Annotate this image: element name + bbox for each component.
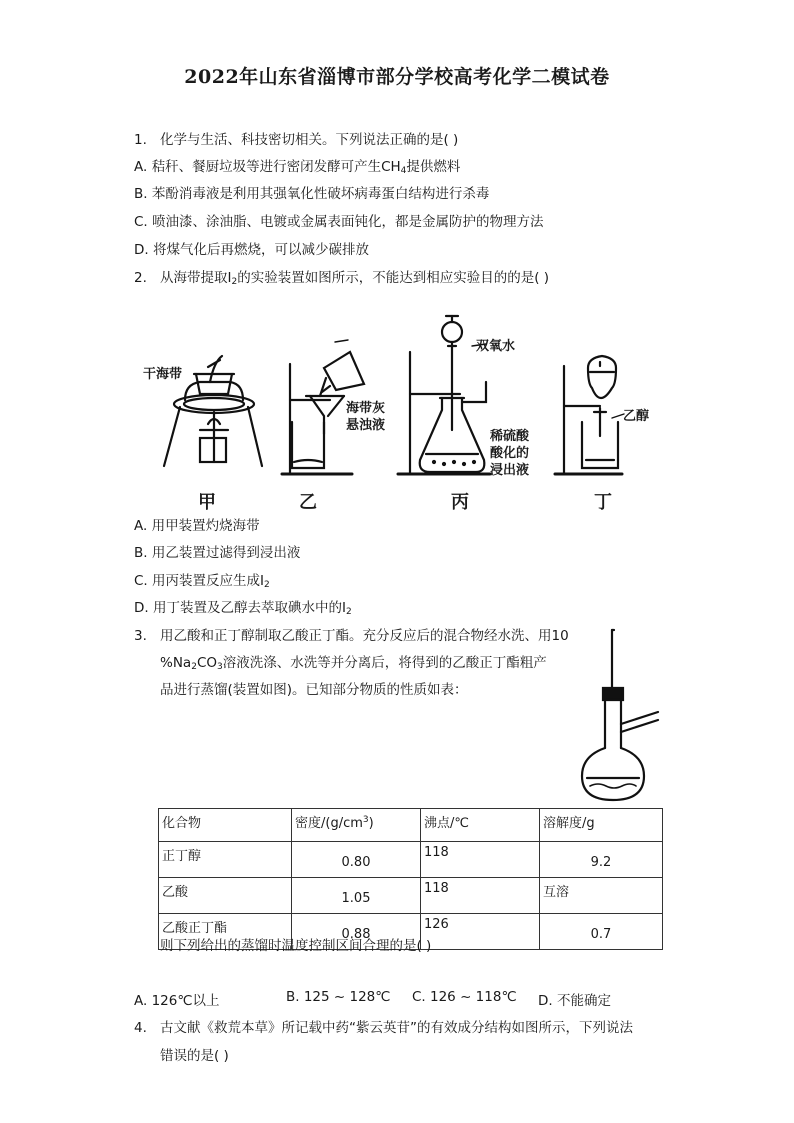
table-cell: 乙酸正丁酯 (159, 914, 292, 950)
figure-label-bing: 丙 (451, 492, 469, 513)
option-c (134, 569, 270, 590)
table-cell: 118 (421, 878, 540, 914)
table-row (159, 842, 663, 878)
table-cell: 1.05 (292, 878, 421, 914)
text: CO (196, 655, 217, 671)
superscript: 3 (362, 815, 369, 825)
option-d: D. 将煤气化后再燃烧，可以减少碳排放 (134, 242, 369, 258)
figure-label-yi: 乙 (299, 492, 317, 513)
text: %Na (160, 655, 192, 671)
figure-label-jia: 甲 (198, 492, 216, 513)
table-header-row (159, 809, 663, 842)
question-4 (134, 1016, 633, 1036)
question-number: 1. (134, 132, 147, 148)
question-number: 4. (134, 1020, 147, 1036)
figure-label-ding: 丁 (594, 492, 612, 513)
question-stem: 的实验装置如图所示，不能达到相应实验目的的是( ) (237, 270, 550, 286)
option-c: C. 126 ~ 118℃ (412, 989, 517, 1005)
text: ) (368, 816, 374, 831)
table-row (159, 878, 663, 914)
option-d: D. 不能确定 (538, 993, 611, 1009)
label-hydrogen-peroxide: 双氧水 (476, 339, 516, 354)
label-line: 悬浊液 (346, 418, 386, 433)
subscript: 4 (400, 166, 407, 176)
question-1 (134, 128, 458, 148)
question-stem-line: 则下列给出的蒸馏时温度控制区间合理的是( ) (160, 938, 432, 954)
apparatus-ding (555, 356, 622, 474)
label-ethanol: 乙醇 (623, 409, 650, 424)
question-stem: 古文献《救荒本草》所记载中药“紫云英苷”的有效成分结构如图所示，下列说法 (160, 1020, 633, 1036)
label-dry-kelp: 干海带 (143, 367, 183, 382)
option-b: B. 125 ~ 128℃ (286, 989, 391, 1005)
table-cell: 互溶 (540, 878, 663, 914)
subscript: 2 (264, 580, 270, 590)
subscript: 2 (345, 607, 352, 617)
label-line: 酸化的 (490, 446, 530, 461)
option-a: A. 用甲装置灼烧海带 (134, 518, 260, 534)
question-number: 3. (134, 628, 147, 644)
option-a (134, 155, 460, 176)
option-text: A. 秸秆、餐厨垃圾等进行密闭发酵可产生CH (134, 159, 401, 175)
page-title: 2022年山东省淄博市部分学校高考化学二模试卷 (184, 66, 610, 88)
text: 溶液洗涤、水洗等并分离后，将得到的乙酸正丁酯粗产 (222, 655, 547, 671)
question-number: 2. (134, 270, 147, 286)
subscript: 2 (191, 662, 197, 672)
table-cell: 9.2 (540, 842, 663, 878)
question-stem: 用乙酸和正丁醇制取乙酸正丁酯。充分反应后的混合物经水洗、用10 (160, 628, 569, 644)
label-line: 浸出液 (490, 463, 530, 478)
option-text: 提供燃料 (406, 159, 461, 175)
question-3 (134, 624, 569, 644)
option-text: C. 用丙装置反应生成I (134, 573, 264, 589)
subscript: 2 (231, 277, 238, 287)
question-stem: 化学与生活、科技密切相关。下列说法正确的是( ) (160, 132, 459, 148)
table-cell: 乙酸 (159, 878, 292, 914)
table-cell: 0.88 (292, 914, 421, 950)
label-acidified-extract (490, 428, 529, 479)
apparatus-figure (130, 312, 670, 510)
table-cell: 126 (421, 914, 540, 950)
table-cell: 正丁醇 (159, 842, 292, 878)
option-b: B. 用乙装置过滤得到浸出液 (134, 545, 301, 561)
table-header: 沸点/℃ (421, 809, 540, 842)
option-c: C. 喷油漆、涂油脂、电镀或金属表面钝化，都是金属防护的物理方法 (134, 214, 544, 230)
table-header: 溶解度/g (540, 809, 663, 842)
question-stem: 从海带提取I (160, 270, 232, 286)
option-a: A. 126℃以上 (134, 993, 220, 1009)
question-2 (134, 266, 549, 287)
question-stem-line: 品进行蒸馏(装置如图)。已知部分物质的性质如表： (160, 682, 468, 698)
table-header: 化合物 (159, 809, 292, 842)
label-line: 稀硫酸 (490, 429, 530, 444)
text: 密度/(g/cm (295, 816, 363, 831)
table-header (292, 809, 421, 842)
label-line: 海带灰 (346, 401, 386, 416)
table-cell: 118 (421, 842, 540, 878)
properties-table (158, 808, 663, 950)
option-b: B. 苯酚消毒液是利用其强氧化性破坏病毒蛋白结构进行杀毒 (134, 186, 490, 202)
option-text: D. 用丁装置及乙醇去萃取碘水中的I (134, 600, 346, 616)
distillation-flask-figure (578, 628, 662, 806)
question-stem-line (160, 651, 547, 672)
table-cell: 0.80 (292, 842, 421, 878)
option-d (134, 596, 352, 617)
table-cell: 0.7 (540, 914, 663, 950)
label-kelp-ash (346, 400, 385, 434)
subscript: 3 (217, 662, 223, 672)
question-stem-line: 错误的是( ) (160, 1048, 229, 1064)
